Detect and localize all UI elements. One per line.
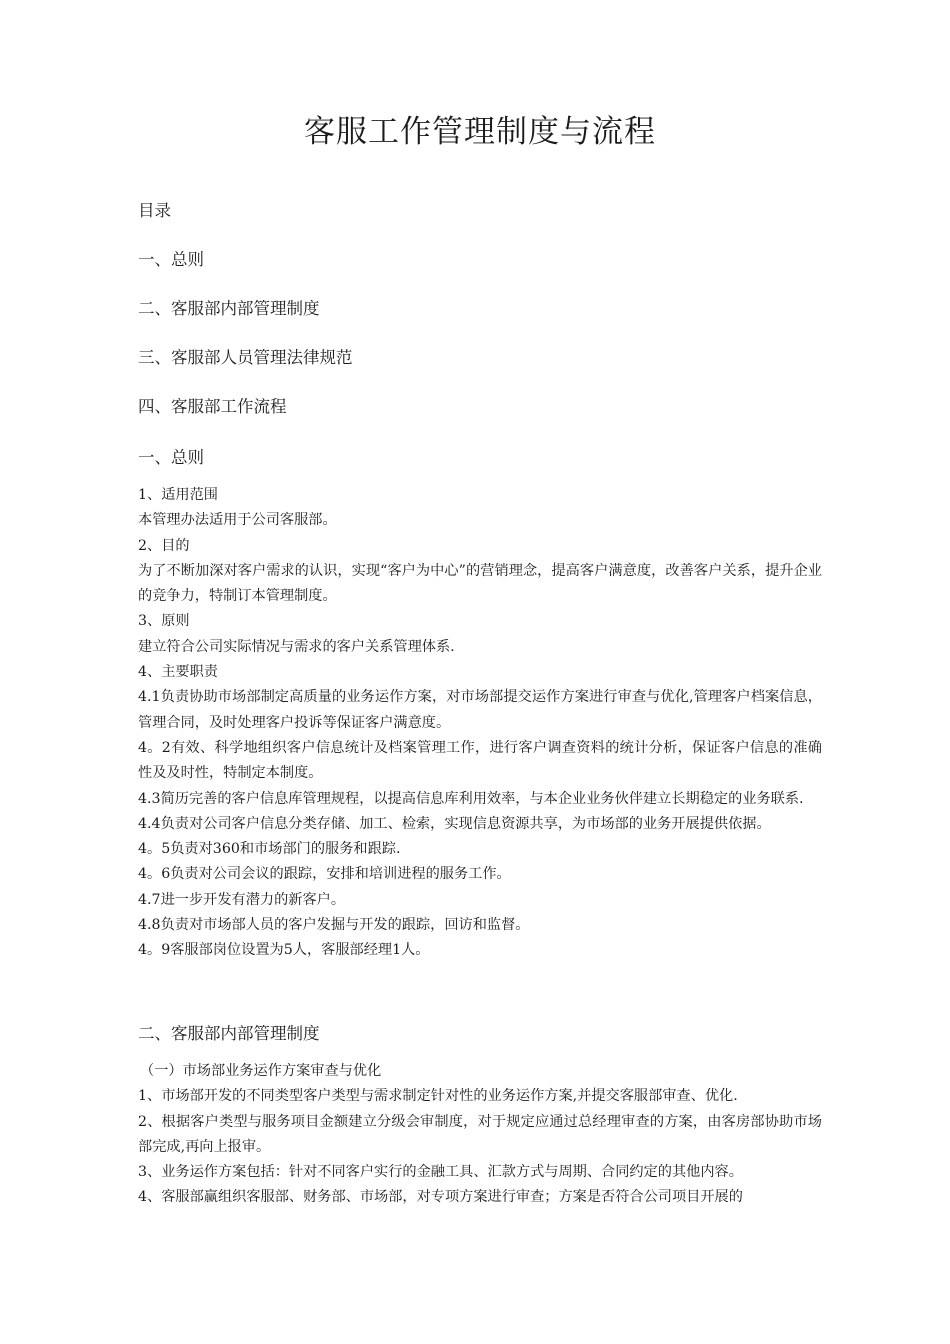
toc-item: 三、客服部人员管理法律规范 [138,348,353,367]
paragraph: 4、主要职责 [138,664,218,681]
paragraph: 1、适用范围 [138,487,218,503]
section-heading-internal-management: 二、客服部内部管理制度 [138,1024,320,1043]
paragraph: 4.4负责对公司客户信息分类存储、加工、检索，实现信息资源共享，为市场部的业务开展提供依据。 [138,815,771,832]
table-of-contents [138,199,822,444]
paragraph: 4。6负责对公司会议的跟踪，安排和培训进程的服务工作。 [138,866,511,883]
paragraph: 为了不断加深对客户需求的认识，实现“客户为中心”的营销理念，提高客户满意度，改善客户关系，提升企业的竞争力，特制订本管理制度。 [138,562,822,605]
paragraph: 3、原则 [138,613,190,630]
toc-heading: 目录 [138,201,171,220]
section-internal-management-body [138,1059,822,1211]
paragraph: 4。5负责对360和市场部门的服务和跟踪. [138,841,401,858]
paragraph: 建立符合公司实际情况与需求的客户关系管理体系. [138,638,455,655]
paragraph: 4.8负责对市场部人员的客户发掘与开发的跟踪，回访和监督。 [138,917,530,934]
paragraph: 4。2有效、科学地组织客户信息统计及档案管理工作，进行客户调查资料的统计分析，保证客户信息的准确性及及时性，特制定本制度。 [138,739,822,782]
paragraph: 4、客服部赢组织客服部、财务部、市场部，对专项方案进行审查；方案是否符合公司项目开展的 [138,1189,743,1206]
section-heading-general: 一、总则 [138,448,204,467]
paragraph: 2、根据客户类型与服务项目金额建立分级会审制度，对于规定应通过总经理审查的方案，由客房部协助市场部完成,再向上报审。 [138,1113,822,1155]
document-title: 客服工作管理制度与流程 [304,114,656,150]
paragraph: 1、市场部开发的不同类型客户类型与需求制定针对性的业务运作方案,并提交客服部审查、优化. [138,1088,738,1105]
toc-item: 一、总则 [138,250,204,269]
paragraph: 4。9客服部岗位设置为5人，客服部经理1人。 [138,942,430,959]
paragraph: 4.3简历完善的客户信息库管理规程，以提高信息库利用效率，与本企业业务伙伴建立长期稳定的业务联系. [138,790,804,807]
paragraph: 3、业务运作方案包括：针对不同客户实行的金融工具、汇款方式与周期、合同约定的其他内容。 [138,1164,743,1181]
paragraph: 本管理办法适用于公司客服部。 [138,512,337,529]
toc-item: 四、客服部工作流程 [138,397,287,416]
section-general-body [138,483,822,964]
paragraph: 4.1负责协助市场部制定高质量的业务运作方案，对市场部提交运作方案进行审查与优化,管理客户档案信息，管理合同，及时处理客户投诉等保证客户满意度。 [138,689,822,731]
paragraph: 4.7进一步开发有潜力的新客户。 [138,891,346,908]
paragraph: 2、目的 [138,537,190,554]
subsection-heading: （一）市场部业务运作方案审查与优化 [140,1063,382,1079]
toc-item: 二、客服部内部管理制度 [138,299,320,318]
